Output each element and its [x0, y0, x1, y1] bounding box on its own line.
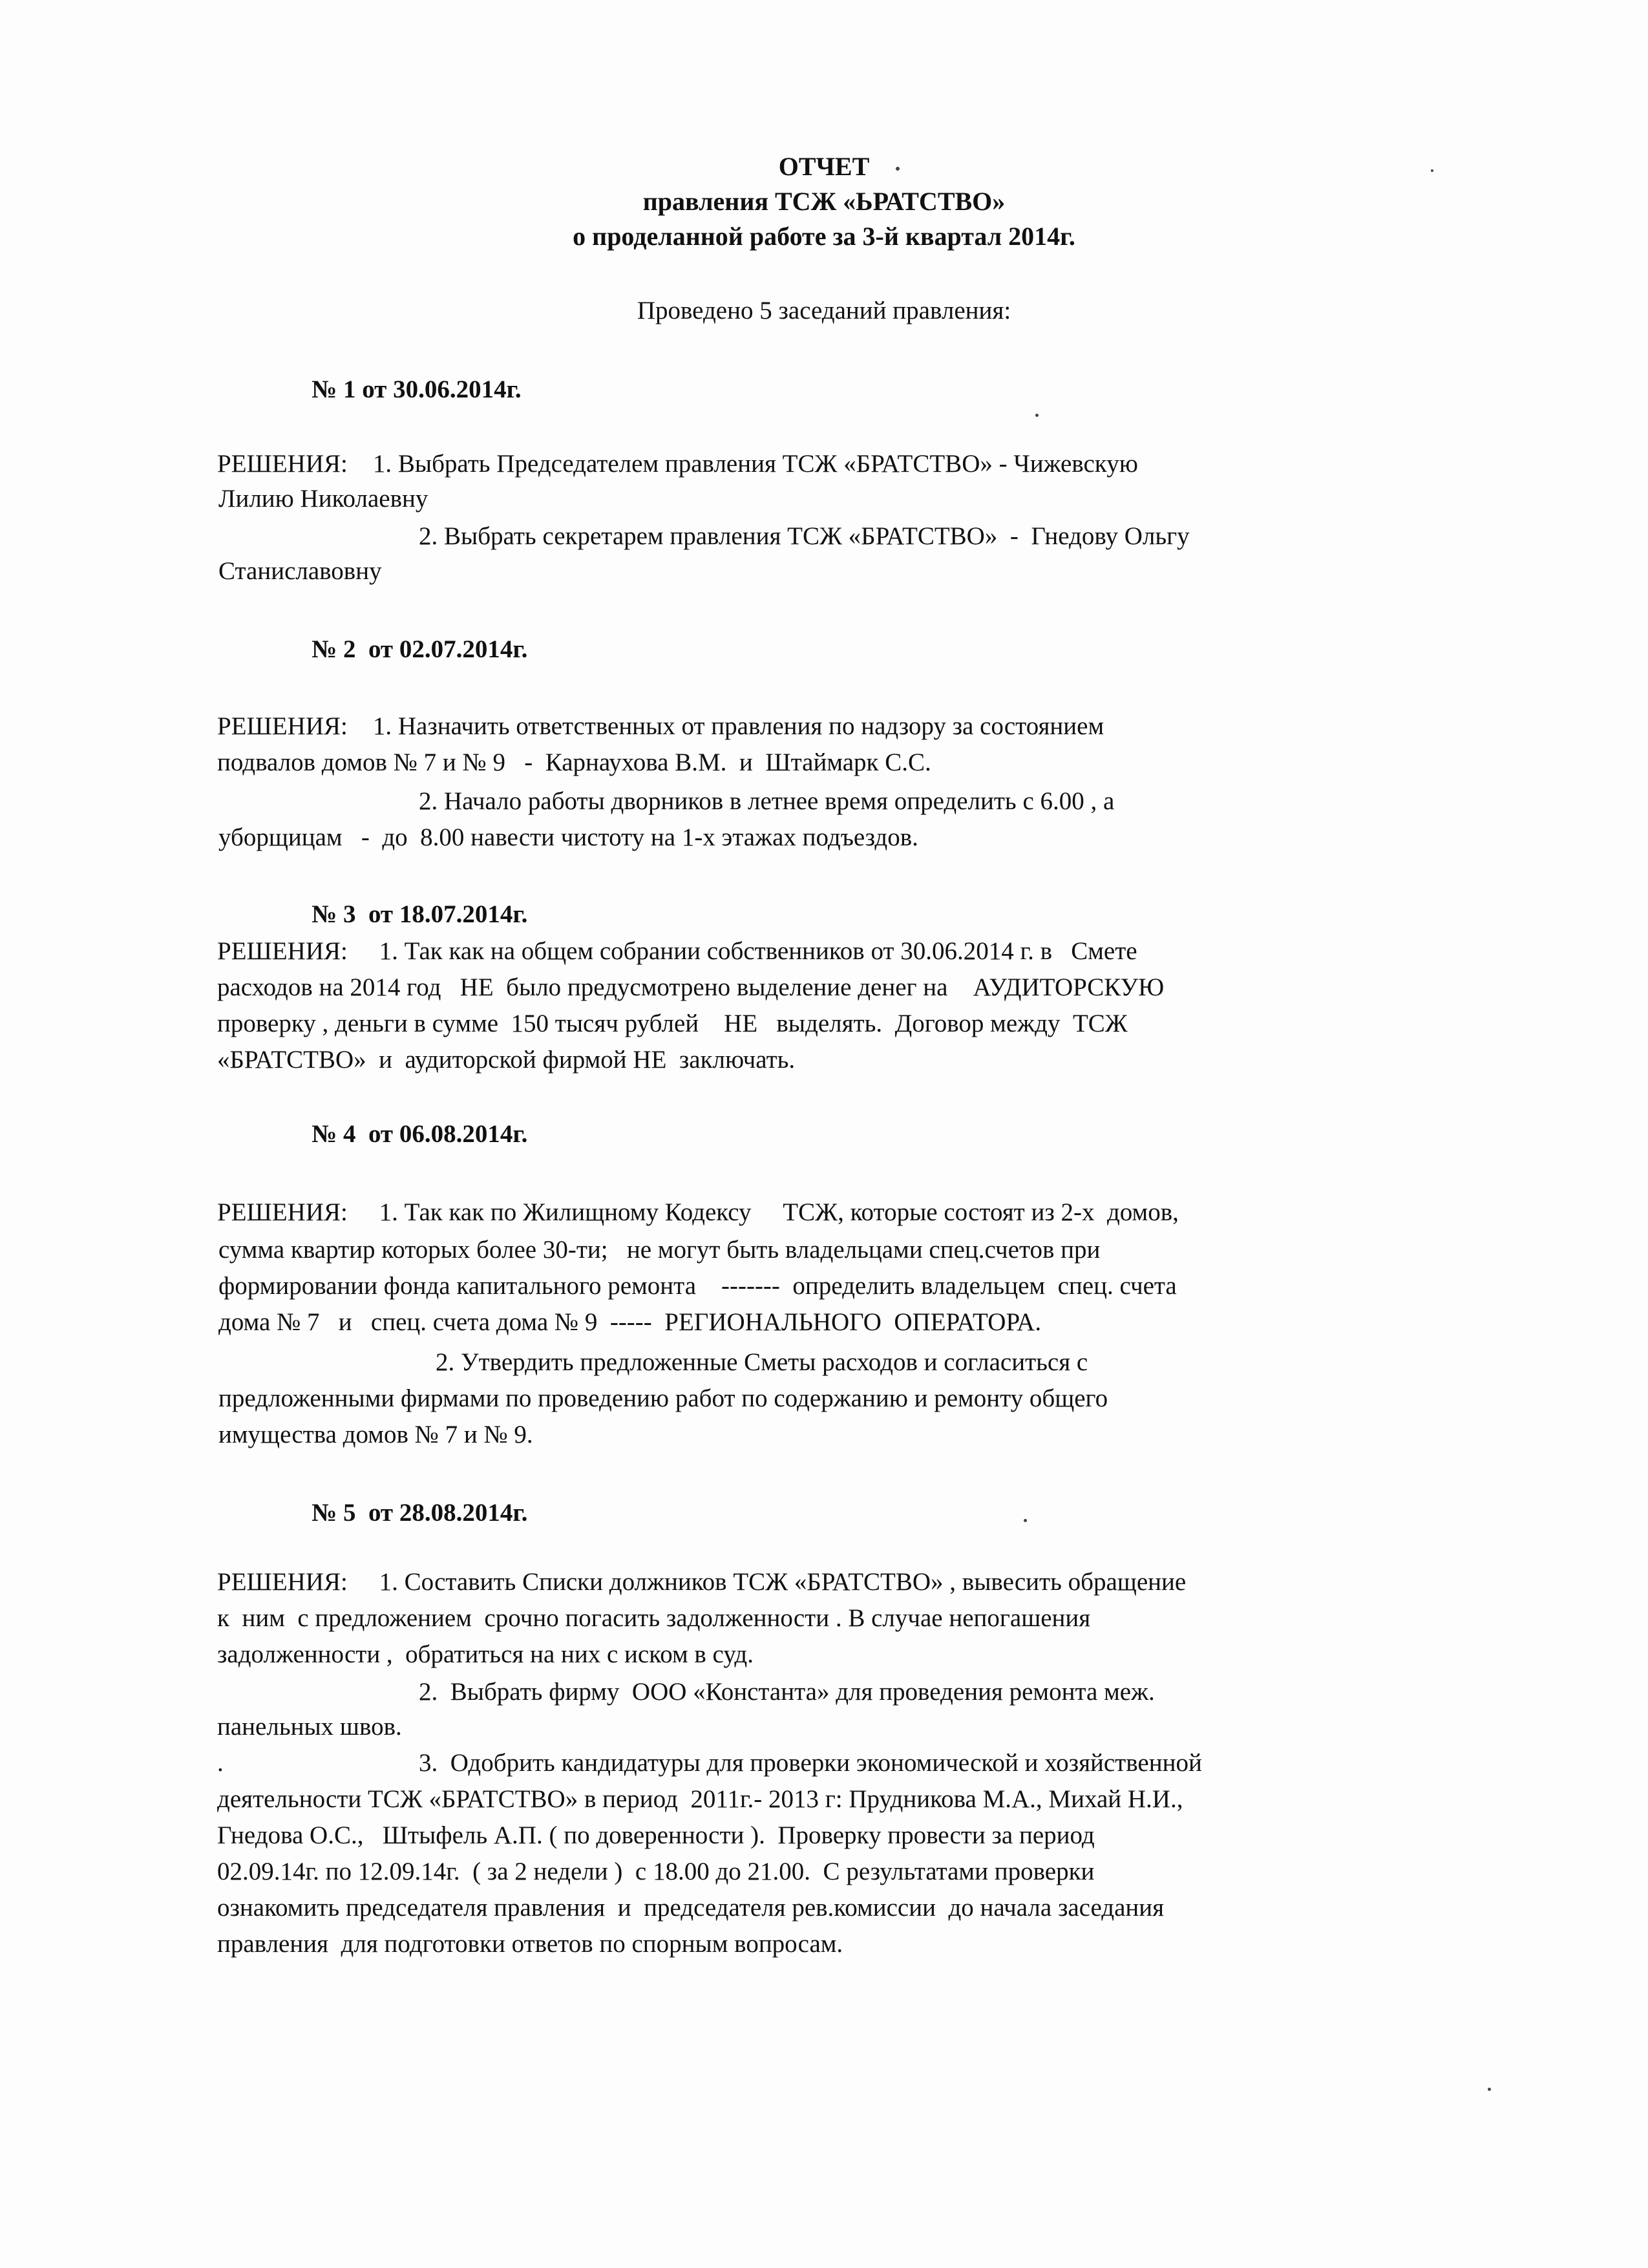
decision-line: ознакомить председателя правления и председателя рев.комиссии до начала заседания — [217, 1894, 1165, 1922]
decision-line: РЕШЕНИЯ: 1. Так как на общем собрании собственников от 30.06.2014 г. в Смете — [217, 937, 1137, 965]
decision-line: дома № 7 и спец. счета дома № 9 ----- РЕГИОНАЛЬНОГО ОПЕРАТОРА. — [218, 1308, 1042, 1336]
decision-line: 2. Начало работы дворников в летнее время определить с 6.00 , а — [419, 787, 1115, 815]
decision-line: расходов на 2014 год НЕ было предусмотрено выделение денег на АУДИТОРСКУЮ — [217, 973, 1165, 1001]
scan-speck — [896, 167, 900, 171]
decision-line: РЕШЕНИЯ: 1. Назначить ответственных от правления по надзору за состоянием — [217, 712, 1104, 740]
scan-speck — [1488, 2088, 1491, 2091]
meeting-heading: № 3 от 18.07.2014г. — [312, 900, 528, 928]
decision-line: РЕШЕНИЯ: 1. Составить Списки должников ТСЖ «БРАТСТВО» , вывесить обращение — [217, 1568, 1187, 1596]
decision-line: к ним с предложением срочно погасить задолженности . В случае непогашения — [217, 1604, 1091, 1632]
decision-line: Гнедова О.С., Штыфель А.П. ( по доверенности ). Проверку провести за период — [217, 1821, 1095, 1849]
decision-line: «БРАТСТВО» и аудиторской фирмой НЕ заключать. — [217, 1046, 796, 1074]
decision-line: проверку , деньги в сумме 150 тысяч рублей НЕ выделять. Договор между ТСЖ — [217, 1010, 1128, 1037]
decision-line: 2. Выбрать секретарем правления ТСЖ «БРАТСТВО» - Гнедову Ольгу — [419, 522, 1190, 550]
decision-line: РЕШЕНИЯ: 1. Выбрать Председателем правления ТСЖ «БРАТСТВО» - Чижевскую — [217, 450, 1138, 478]
decision-line: подвалов домов № 7 и № 9 - Карнаухова В.М. и Штаймарк С.С. — [217, 748, 931, 776]
decision-line: 2. Утвердить предложенные Сметы расходов и согласиться с — [436, 1348, 1088, 1376]
scan-speck — [1024, 1519, 1027, 1522]
decision-line: 3. Одобрить кандидатуры для проверки экономической и хозяйственной — [419, 1749, 1202, 1777]
meeting-heading: № 5 от 28.08.2014г. — [312, 1499, 528, 1527]
decision-line: уборщицам - до 8.00 навести чистоту на 1-х этажах подъездов. — [218, 823, 918, 851]
decision-line: задолженности , обратиться на них с иском в суд. — [217, 1640, 754, 1668]
meeting-heading: № 4 от 06.08.2014г. — [312, 1120, 528, 1148]
decision-line: сумма квартир которых более 30-ти; не могут быть владельцами спец.счетов при — [218, 1236, 1101, 1264]
decision-line: Станиславовну — [218, 557, 382, 585]
decision-line: имущества домов № 7 и № 9. — [218, 1421, 533, 1448]
scan-speck — [1035, 414, 1039, 417]
meeting-heading: № 1 от 30.06.2014г. — [312, 376, 522, 403]
meeting-heading: № 2 от 02.07.2014г. — [312, 635, 528, 663]
decision-line: деятельности ТСЖ «БРАТСТВО» в период 2011г.- 2013 г: Прудникова М.А., Михай Н.И., — [217, 1785, 1183, 1813]
decision-line: . — [217, 1749, 224, 1777]
decision-line: предложенными фирмами по проведению работ по содержанию и ремонту общего — [218, 1384, 1108, 1412]
decision-line: РЕШЕНИЯ: 1. Так как по Жилищному Кодексу ТСЖ, которые состоят из 2-х домов, — [217, 1198, 1179, 1226]
decision-line: 2. Выбрать фирму ООО «Константа» для проведения ремонта меж. — [419, 1678, 1155, 1706]
report-subtitle-period: о проделанной работе за 3-й квартал 2014г. — [573, 222, 1075, 251]
report-subtitle-board: правления ТСЖ «ЬРАТСТВО» — [642, 187, 1006, 216]
scan-speck — [1431, 169, 1433, 172]
decision-line: 02.09.14г. по 12.09.14г. ( за 2 недели ) с 18.00 до 21.00. С результатами проверки — [217, 1858, 1095, 1885]
decision-line: Лилию Николаевну — [218, 485, 428, 513]
decision-line: правления для подготовки ответов по спорным вопросам. — [217, 1930, 843, 1958]
report-title: ОТЧЕТ — [778, 152, 870, 181]
decision-line: формировании фонда капитального ремонта ------- определить владельцем спец. счета — [218, 1272, 1177, 1300]
meetings-count-intro: Проведено 5 заседаний правления: — [637, 297, 1011, 324]
decision-line: панельных швов. — [217, 1713, 402, 1741]
